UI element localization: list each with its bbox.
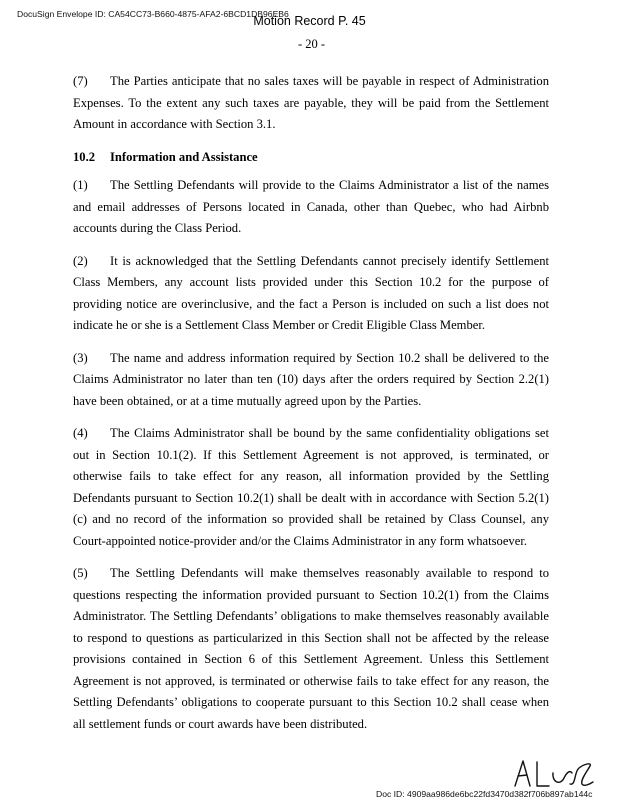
paragraph-text: The name and address information required by Section 10.2 shall be delivered to the Claims Administrator no later than ten (10) days after the orders required by Section 2.2(1) have been obtained, or at a time mutually agreed upon by the Parties.: [73, 350, 549, 408]
signature-stroke-l2: [570, 764, 593, 785]
paragraph-number: (1): [73, 178, 88, 192]
motion-record-text: Motion Record P. 45: [253, 14, 366, 28]
signature-stroke-s: [553, 772, 572, 783]
paragraph-number: (3): [73, 350, 88, 365]
paragraph-text: The Parties anticipate that no sales taxes will be payable in respect of Administration Expenses. To the extent any such taxes are payable, they will be paid from the Settlement Amount in accordance with Section 3.1.: [73, 74, 549, 131]
paragraph-number: (5): [73, 566, 88, 580]
paragraph-text: The Settling Defendants will make themselves reasonably available to respond to questions respecting the information provided pursuant to Section 10.2(1) from the Claims Administrator. The Settling Defendants’ obligations to make themselves reasonably available to respond to questions as particularized in this Section shall not be affected by the release provisions contained in Section 6 of this Settlement Agreement. Unless this Settlement Agreement is not approved, is terminated or otherwise fails to take effect for any reason, the Settling Defendants’ obligations to cooperate pursuant to this Section 10.2 shall cease when all settlement funds or court awards have been distributed.: [73, 566, 549, 731]
paragraph-1: [73, 175, 549, 240]
paragraph-text: It is acknowledged that the Settling Defendants cannot precisely identify Settlement Class Members, any account lists provided under this Section 10.2 for the purpose of providing notice are overinclusive, and the fact a Person is included on such a list does not indicate he or she is a Settlement Class Member or Credit Eligible Class Member.: [73, 253, 549, 332]
signature-stroke-l: [537, 762, 549, 786]
paragraph-text: The Settling Defendants will provide to the Claims Administrator a list of the names and email addresses of Persons located in Canada, other than Quebec, who had Airbnb accounts during the Class Period.: [73, 178, 549, 235]
paragraph-number: (4): [73, 426, 88, 440]
section-number: 10.2: [73, 149, 96, 164]
signature-stroke-a: [515, 761, 530, 786]
paragraph-7: [73, 71, 549, 136]
page-number: - 20 -: [297, 37, 326, 51]
paragraph-4: [73, 423, 549, 552]
doc-id: Doc ID: 4909aa986de6bc22fd3470d382f706b897ab144c: [376, 789, 593, 799]
document-body: [73, 71, 549, 746]
paragraph-text: The Claims Administrator shall be bound by the same confidentiality obligations set out in Section 10.1(2). If this Settlement Agreement is not approved, is terminated, or otherwise fails to take effect for any reason, all information provided by the Settling Defendants pursuant to Section 10.2(1) shall be dealt with in accordance with Section 5.2(1)(c) and no record of the information so provided shall be retained by Class Counsel, any Court-appointed notice-provider and/or the Claims Administrator in any form whatsoever.: [73, 426, 549, 548]
section-title: Information and Assistance: [110, 149, 258, 164]
motion-record-label: [0, 14, 623, 28]
docusign-envelope-id: DocuSign Envelope ID: CA54CC73-B660-4875-AFA2-6BCD1DB96EB6: [17, 9, 289, 19]
paragraph-5: [73, 563, 549, 735]
paragraph-2: [73, 251, 549, 337]
paragraph-number: (2): [73, 253, 88, 268]
section-heading: [73, 147, 549, 169]
paragraph-number: (7): [73, 74, 88, 88]
paragraph-3: [73, 348, 549, 413]
signature-initials: [512, 756, 596, 790]
